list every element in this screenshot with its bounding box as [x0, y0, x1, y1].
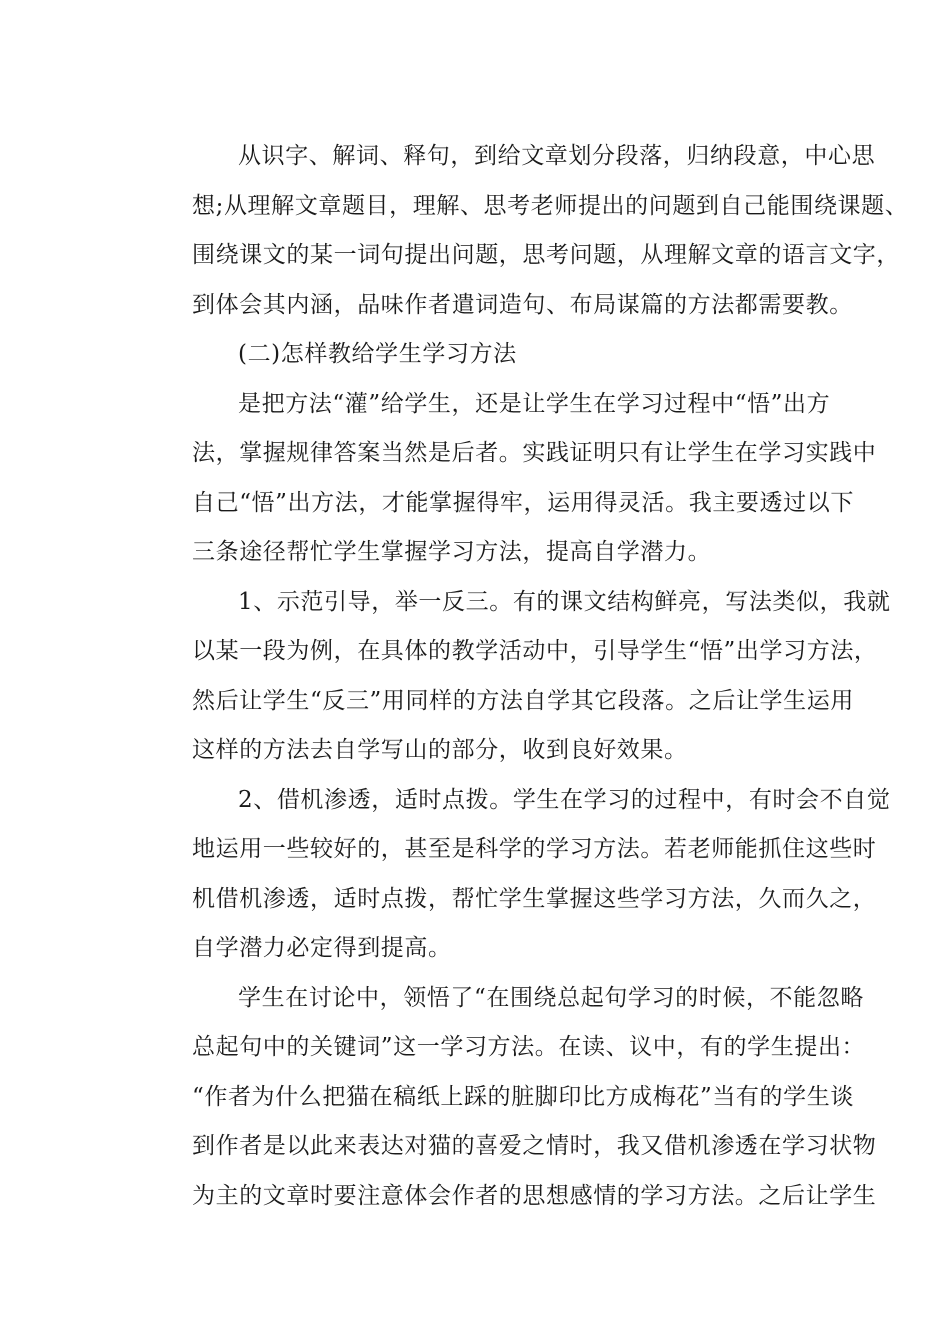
text-line: 学生在讨论中，领悟了“在围绕总起句学习的时候，不能忽略: [238, 984, 864, 1011]
paragraph-literacy-skills: [146, 132, 909, 330]
text-line: 想;从理解文章题目，理解、思考老师提出的问题到自己能围绕课题、: [192, 192, 909, 219]
text-line: 从识字、解词、释句，到给文章划分段落，归纳段意，中心思: [238, 143, 876, 169]
text-line: 以某一段为例，在具体的教学活动中，引导学生“悟”出学习方法，: [192, 638, 878, 664]
section-heading-text: (二)怎样教给学生学习方法: [238, 341, 517, 367]
text-line: 为主的文章时要注意体会作者的思想感情的学习方法。之后让学生: [192, 1182, 877, 1209]
paragraph-point-1: [146, 578, 891, 776]
paragraph-point-2: [146, 776, 891, 974]
text-line: 三条途径帮忙学生掌握学习方法，提高自学潜力。: [192, 539, 712, 565]
text-line: 到体会其内涵，品味作者遣词造句、布局谋篇的方法都需要教。: [192, 291, 853, 318]
text-line: 1、示范引导，举一反三。有的课文结构鲜亮，写法类似，我就: [238, 588, 891, 615]
text-line: 总起句中的关键词”这一学习方法。在读、议中，有的学生提出：: [192, 1034, 866, 1060]
text-line: 然后让学生“反三”用同样的方法自学其它段落。之后让学生运用: [192, 687, 854, 714]
text-line: “作者为什么把猫在稿纸上踩的脏脚印比方成梅花”当有的学生谈: [192, 1083, 854, 1110]
text-line: 机借机渗透，适时点拨，帮忙学生掌握这些学习方法，久而久之，: [192, 885, 877, 912]
paragraph-method-intro: [146, 380, 877, 578]
section-heading: [146, 330, 810, 380]
text-line: 2、借机渗透，适时点拨。学生在学习的过程中，有时会不自觉: [238, 786, 891, 813]
text-line: 到作者是以此来表达对猫的喜爱之情时，我又借机渗透在学习状物: [192, 1133, 877, 1159]
paragraph-example: [146, 974, 877, 1222]
text-line: 地运用一些较好的，甚至是科学的学习方法。若老师能抓住这些时: [192, 836, 877, 862]
text-line: 自学潜力必定得到提高。: [192, 935, 452, 961]
text-line: 自己“悟”出方法，才能掌握得牢，运用得灵活。我主要透过以下: [192, 489, 854, 516]
text-line: 是把方法“灌”给学生，还是让学生在学习过程中“悟”出方: [238, 390, 831, 417]
text-line: 这样的方法去自学写山的部分，收到良好效果。: [192, 737, 688, 763]
text-line: 围绕课文的某一词句提出问题，思考问题，从理解文章的语言文字，: [192, 242, 900, 268]
document-body: [146, 132, 909, 1221]
text-line: 法，掌握规律答案当然是后者。实践证明只有让学生在学习实践中: [192, 440, 877, 466]
